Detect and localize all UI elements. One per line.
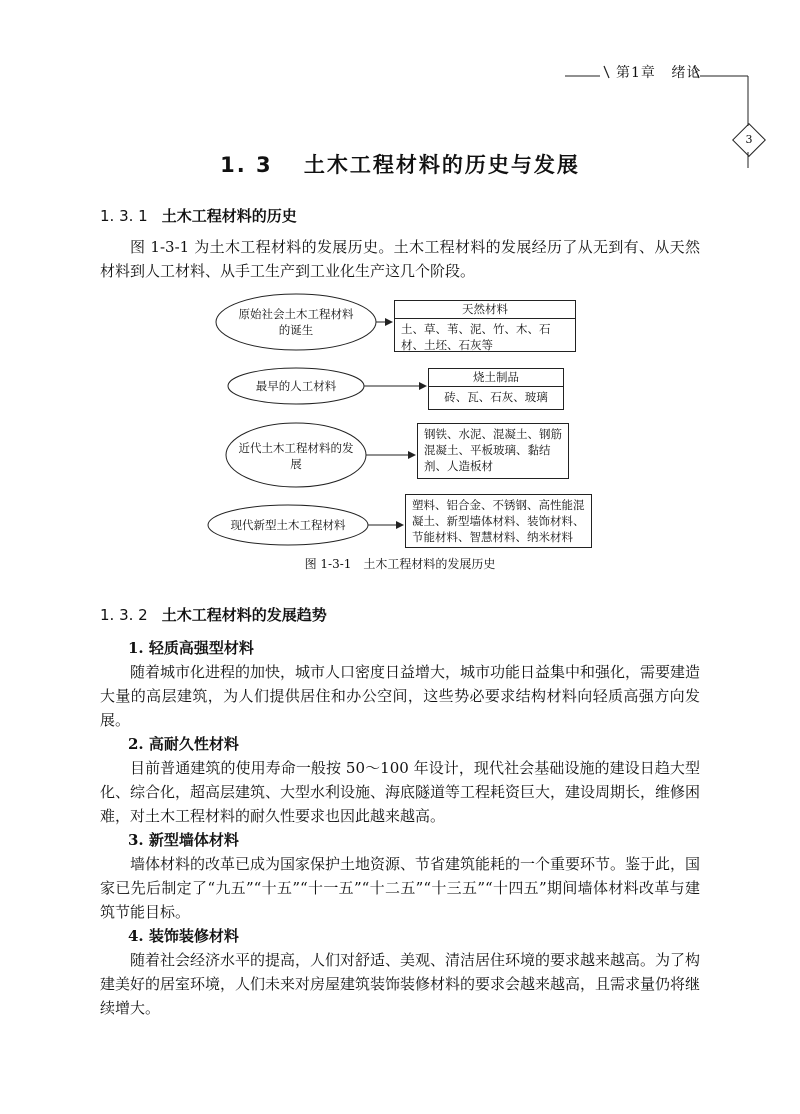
trend-text-1: 随着城市化进程的加快，城市人口密度日益增大，城市功能日益集中和强化，需要建造大量的高层建筑，为人们提供居住和办公空间，这些势必要求结构材料向轻质高强方向发展。 [100, 663, 701, 729]
stage3-label: 近代土木工程材料的发展 [238, 441, 354, 471]
section-title-text: 土木工程材料的历史与发展 [303, 153, 580, 177]
subsection-title: 土木工程材料的发展趋势 [161, 606, 327, 624]
subsection-title: 土木工程材料的历史 [161, 207, 297, 225]
box2-body: 砖、瓦、石灰、玻璃 [444, 390, 548, 404]
subsection-heading-trends [100, 604, 327, 625]
chapter-number: 第1章 [616, 65, 656, 81]
modern-materials-box [417, 423, 569, 479]
trend-heading-2: 2. 高耐久性材料 [128, 735, 239, 753]
stage4-label: 现代新型土木工程材料 [230, 518, 346, 532]
subsection-number: 1. 3. 2 [100, 606, 148, 624]
box1-title: 天然材料 [395, 301, 575, 319]
new-materials-box [405, 494, 592, 548]
box4-body: 塑料、铝合金、不锈钢、高性能混凝土、新型墙体材料、装饰材料、节能材料、智慧材料、纳米材料 [412, 498, 585, 544]
box3-body: 钢铁、水泥、混凝土、钢筋混凝土、平板玻璃、黏结剂、人造板材 [424, 427, 562, 473]
trend-heading-3: 3. 新型墙体材料 [128, 831, 239, 849]
trend-heading-4: 4. 装饰装修材料 [128, 927, 239, 945]
running-header [616, 62, 701, 82]
page-number: 3 [745, 133, 753, 146]
trend-text-4: 随着社会经济水平的提高，人们对舒适、美观、清洁居住环境的要求越来越高。为了构建美好的居室环境，人们未来对房屋建筑装饰装修材料的要求会越来越高，且需求量仍将继续增大。 [100, 951, 701, 1017]
box2-title: 烧土制品 [429, 369, 563, 387]
fired-products-box [428, 368, 564, 410]
natural-materials-box [394, 300, 576, 352]
trend-text-3: 墙体材料的改革已成为国家保护土地资源、节省建筑能耗的一个重要环节。鉴于此，国家已先后制定了“九五”“十五”“十一五”“十二五”“十三五”“十四五”期间墙体材料改革与建筑节能目标。 [100, 855, 701, 921]
box1-body: 土、草、苇、泥、竹、木、石材、土坯、石灰等 [401, 322, 551, 352]
figure-caption: 图 1-3-1 土木工程材料的发展历史 [304, 557, 496, 571]
stage2-label: 最早的人工材料 [255, 379, 337, 393]
stage1-label: 原始社会土木工程材料的诞生 [238, 307, 354, 337]
section-title [0, 149, 800, 179]
trend-text-2: 目前普通建筑的使用寿命一般按 50～100 年设计，现代社会基础设施的建设日趋大型化、综合化，超高层建筑、大型水利设施、海底隧道等工程耗资巨大，建设周期长，维修困难，对土木工程材料的耐久性要求也因此越来越高。 [100, 759, 701, 825]
subsection-number: 1. 3. 1 [100, 207, 148, 225]
trend-heading-1: 1. 轻质高强型材料 [128, 639, 254, 657]
subsection-heading-history [100, 205, 297, 226]
header-rule [0, 0, 800, 170]
chapter-title: 绪论 [671, 65, 702, 81]
trends-list [100, 636, 700, 1020]
intro-paragraph: 图 1-3-1 为土木工程材料的发展历史。土木工程材料的发展经历了从无到有、从天然材料到人工材料、从手工生产到工业化生产这几个阶段。 [100, 238, 700, 280]
section-number: 1. 3 [220, 153, 273, 177]
